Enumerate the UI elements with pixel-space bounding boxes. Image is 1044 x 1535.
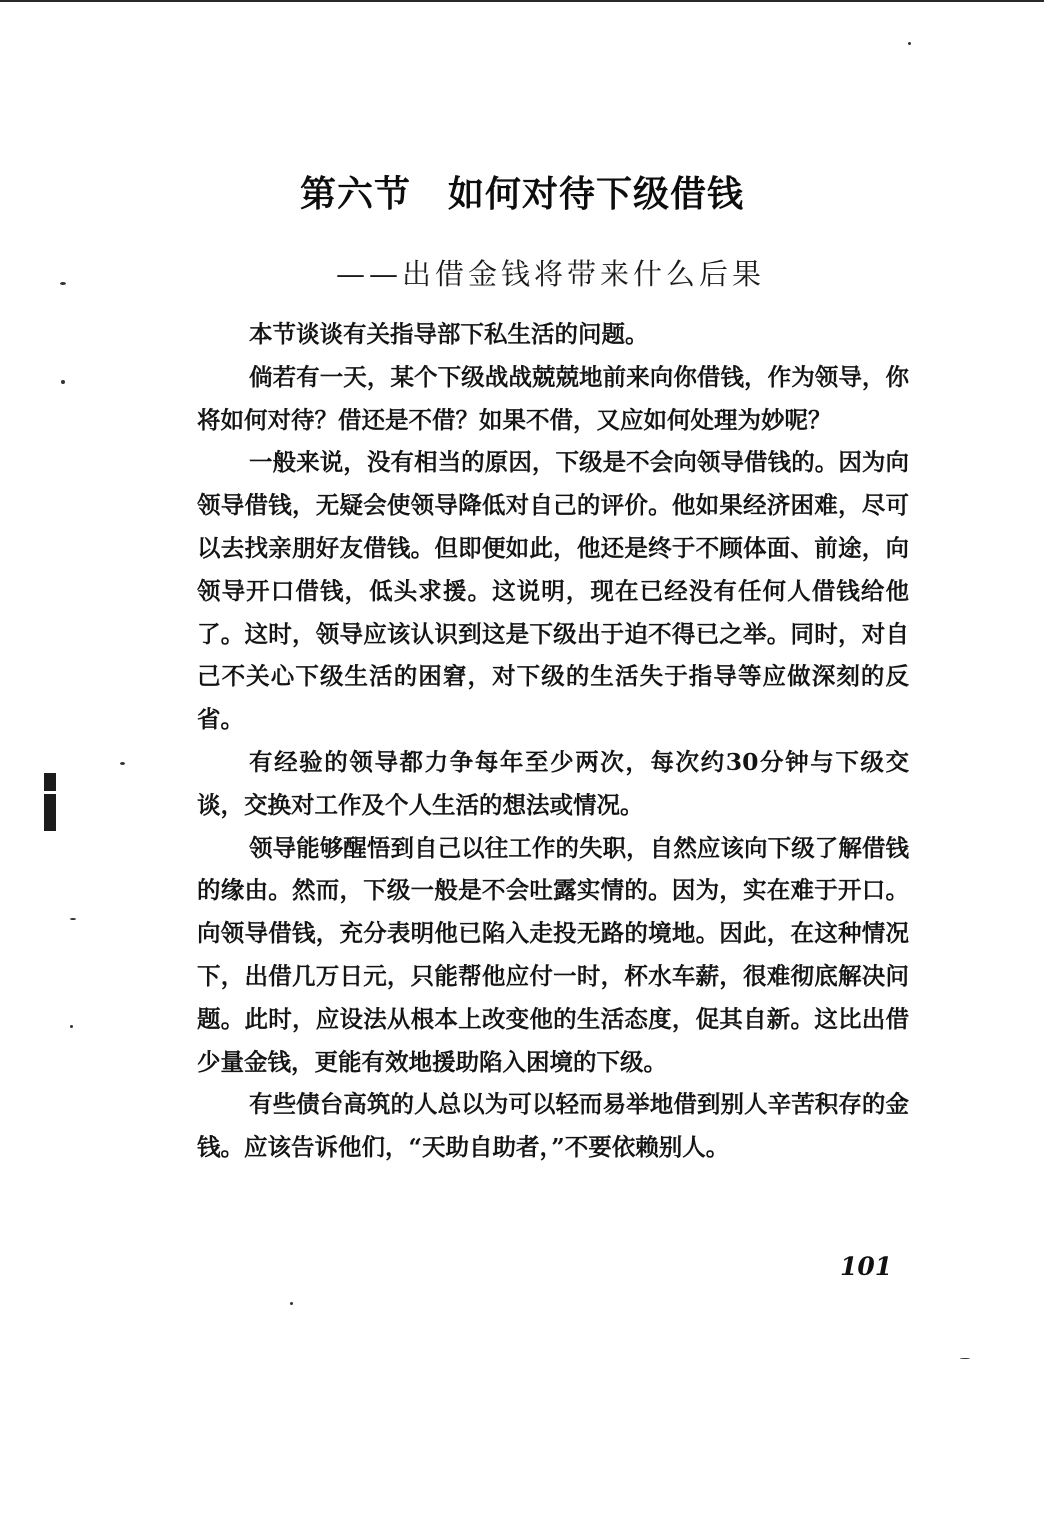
scan-speck [70, 918, 76, 920]
top-edge-line [0, 0, 1044, 2]
paragraph: 本节谈谈有关指导部下私生活的问题。 [249, 320, 649, 348]
section-title: 第六节 如何对待下级借钱 [299, 174, 744, 215]
scan-speck [60, 282, 66, 285]
page-number: 101 [840, 1252, 893, 1281]
scan-speck [70, 1025, 73, 1028]
scan-speck [120, 762, 125, 765]
section-subtitle: ——出借金钱将带来什么后果 [336, 257, 766, 291]
paragraph: 倘若有一天，某个下级战战兢兢地前来向你借钱，作为领导，你将如何对待？借还是不借？如果不借，又应如何处理为妙呢？ [197, 362, 909, 434]
scan-speck [61, 380, 65, 384]
scan-speck [290, 1302, 293, 1305]
scan-speck [960, 1358, 970, 1359]
scan-margin-mark [44, 773, 56, 831]
paragraph: 领导能够醒悟到自己以往工作的失职，自然应该向下级了解借钱的缘由。然而，下级一般是不会吐露实情的。因为，实在难于开口。向领导借钱，充分表明他已陷入走投无路的境地。因此，在这种情况下，出借几万日元，只能帮他应付一时，杯水车薪，很难彻底解决问题。此时，应设法从根本上改变他的生活态度，促其自新。这比出借少量金钱，更能有效地援助陷入困境的下级。 [197, 833, 909, 1076]
paragraph: 有些债台高筑的人总以为可以轻而易举地借到别人辛苦积存的金钱。应该告诉他们，“天助自助者，”不要依赖别人。 [197, 1090, 909, 1162]
body-text [197, 313, 909, 1169]
paragraph: 一般来说，没有相当的原因，下级是不会向领导借钱的。因为向领导借钱，无疑会使领导降低对自己的评价。他如果经济困难，尽可以去找亲朋好友借钱。但即便如此，他还是终于不顾体面、前途，向领导开口借钱，低头求援。这说明，现在已经没有任何人借钱给他了。这时，领导应该认识到这是下级出于迫不得已之举。同时，对自己不关心下级生活的困窘，对下级的生活失于指导等应做深刻的反省。 [197, 448, 909, 734]
paragraph: 有经验的领导都力争每年至少两次，每次约30分钟与下级交谈，交换对工作及个人生活的想法或情况。 [197, 747, 909, 819]
scan-speck [908, 42, 911, 45]
